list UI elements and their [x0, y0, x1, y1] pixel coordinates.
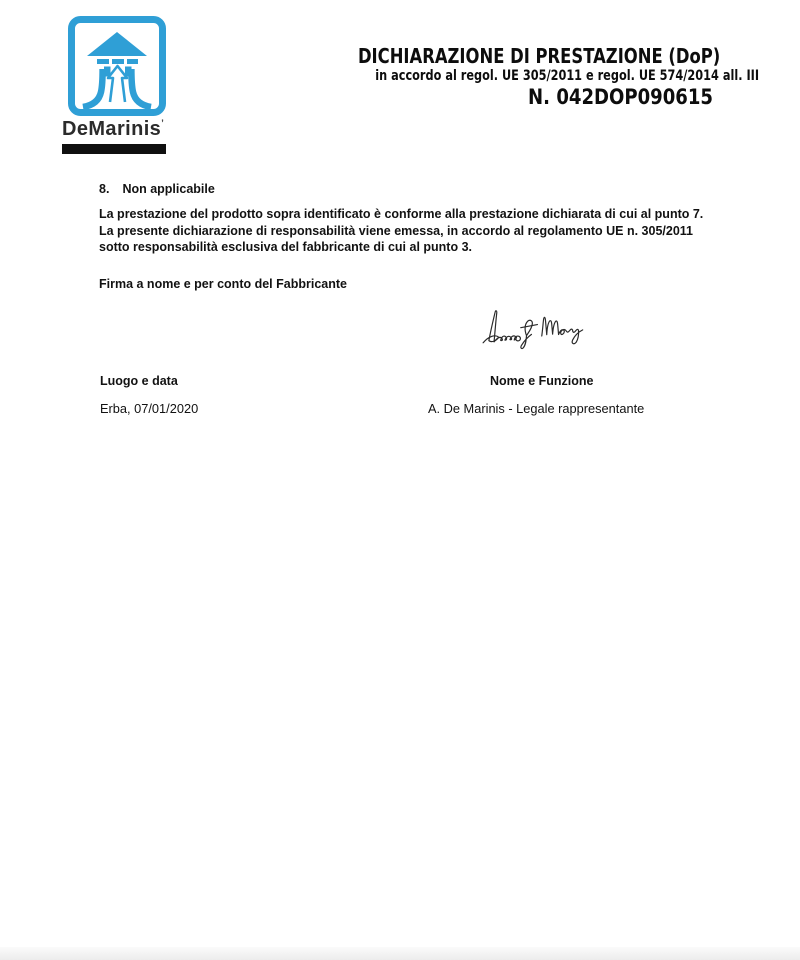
brand-name: DeMarinis — [62, 118, 162, 140]
document-subtitle: in accordo al regol. UE 305/2011 e regol. UE 574/2014 all. III — [375, 68, 760, 84]
logo-underline-bar — [62, 144, 166, 154]
scan-edge-strip — [0, 947, 800, 960]
paragraph-line: La prestazione del prodotto sopra identificato è conforme alla prestazione dichiarata di cui al punto 7. — [99, 207, 704, 221]
item-8-text: Non applicabile — [122, 182, 215, 196]
place-date-label: Luogo e data — [100, 374, 178, 388]
document-header — [280, 44, 760, 110]
name-function-label: Nome e Funzione — [490, 374, 594, 388]
item-8-number: 8. — [99, 182, 110, 196]
company-logo — [62, 16, 172, 154]
paragraph-line: sotto responsabilità esclusiva del fabbricante di cui al punto 3. — [99, 240, 473, 254]
item-8 — [99, 181, 215, 198]
document-number: N. 042DOP090615 — [528, 85, 713, 109]
name-function-value: A. De Marinis - Legale rappresentante — [428, 401, 645, 416]
handwritten-signature-icon — [477, 301, 595, 350]
place-date-value: Erba, 07/01/2020 — [100, 401, 199, 416]
house-arrow-logo-icon — [68, 16, 166, 116]
brand-wordmark — [62, 118, 172, 141]
declaration-paragraph — [99, 206, 703, 256]
signature-caption: Firma a nome e per conto del Fabbricante — [99, 277, 347, 291]
signature-image — [477, 301, 595, 355]
paragraph-line: La presente dichiarazione di responsabilità viene emessa, in accordo al regolamento UE n. 305/2011 — [99, 223, 693, 238]
brand-mark: ’ — [161, 118, 165, 128]
document-title: DICHIARAZIONE DI PRESTAZIONE (DoP) — [357, 44, 721, 68]
